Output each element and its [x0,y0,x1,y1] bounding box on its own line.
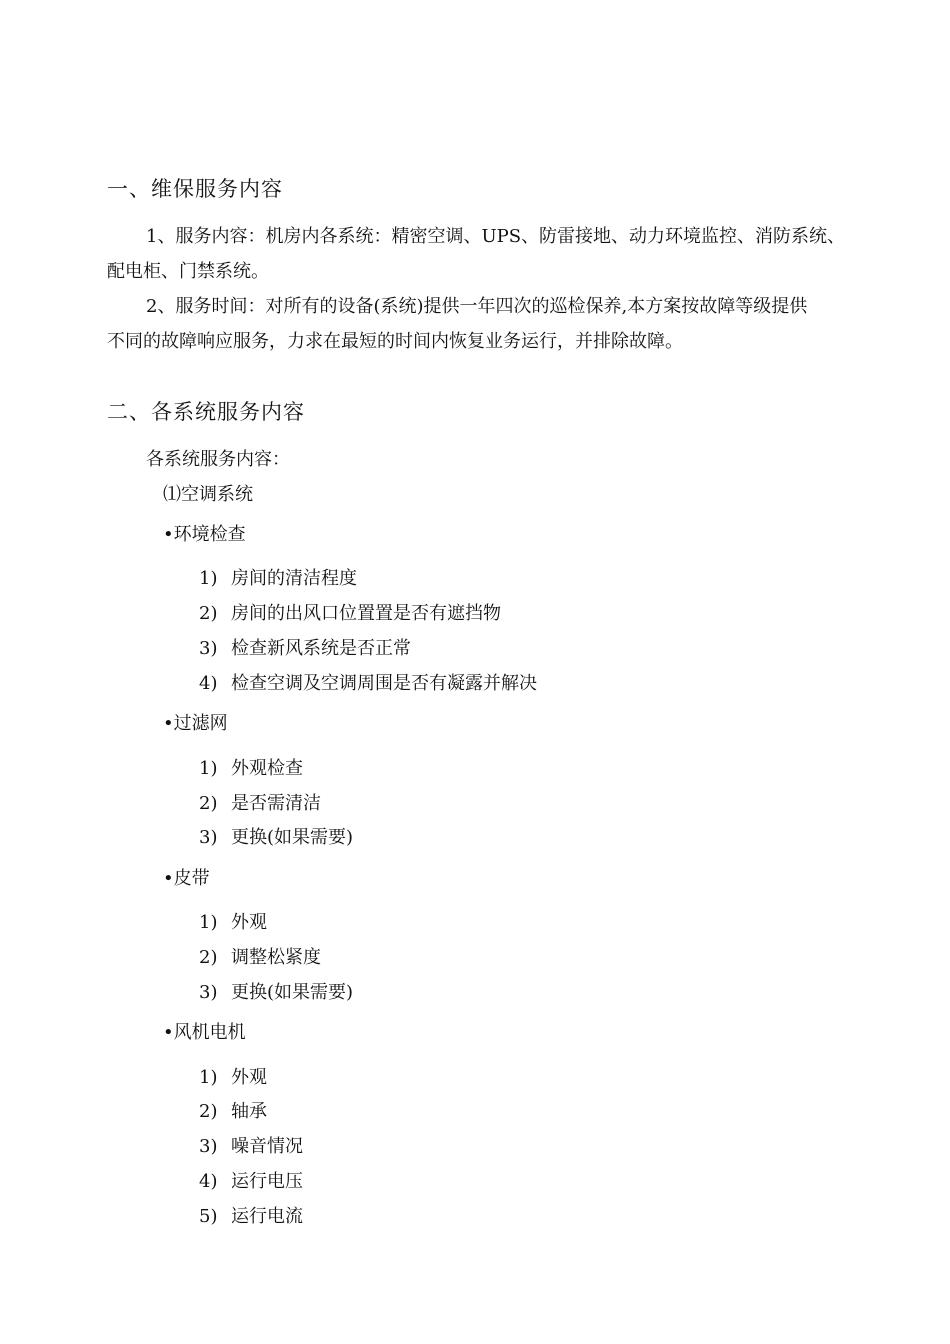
item-number: 3) [199,982,218,1003]
list-item [199,1202,303,1228]
section1-para1-line2: 配电柜、门禁系统。 [107,261,269,282]
item-number: 1) [199,1067,218,1088]
item-text: 更换(如果需要) [231,982,354,1003]
item-text: 轴承 [231,1101,267,1122]
item-text: 房间的出风口位置置是否有遮挡物 [231,603,501,624]
item-text: 检查新风系统是否正常 [231,638,411,659]
item-number: 2) [199,603,218,624]
item-text: 检查空调及空调周围是否有凝露并解决 [231,673,537,694]
item-text: 更换(如果需要) [231,827,354,848]
section1-para1-line1: 1、服务内容：机房内各系统：精密空调、UPS、防雷接地、动力环境监控、消防系统、 [146,226,846,247]
item-text: 外观检查 [231,758,303,779]
list-item [199,1097,267,1123]
item-number: 3) [199,827,218,848]
section2-intro: 各系统服务内容： [146,449,290,470]
section2-heading: 二、各系统服务内容 [107,400,305,424]
list-item [199,823,353,849]
system-title: ⑴空调系统 [163,484,253,505]
item-text: 噪音情况 [231,1136,303,1157]
item-number: 3) [199,638,218,659]
item-number: 2) [199,1101,218,1122]
item-text: 房间的清洁程度 [231,568,357,589]
item-number: 3) [199,1136,218,1157]
group-title: •皮带 [163,868,210,889]
item-number: 1) [199,758,218,779]
group-title: •过滤网 [163,713,228,734]
item-number: 4) [199,673,218,694]
list-item [199,908,267,934]
item-number: 2) [199,947,218,968]
item-text: 是否需清洁 [231,793,321,814]
list-item [199,943,321,969]
list-item [199,669,537,695]
item-number: 1) [199,568,218,589]
section1-heading: 一、维保服务内容 [107,177,283,201]
item-text: 运行电流 [231,1206,303,1227]
item-text: 外观 [231,912,267,933]
list-item [199,1132,303,1158]
list-item [199,1063,267,1089]
list-item [199,564,357,590]
item-number: 1) [199,912,218,933]
item-text: 运行电压 [231,1171,303,1192]
list-item [199,634,411,660]
section1-para2-line2: 不同的故障响应服务，力求在最短的时间内恢复业务运行，并排除故障。 [107,331,683,352]
group-title: •环境检查 [163,524,246,545]
section1-para2-line1: 2、服务时间：对所有的设备(系统)提供一年四次的巡检保养,本方案按故障等级提供 [146,296,808,317]
list-item [199,1167,303,1193]
item-text: 调整松紧度 [231,947,321,968]
item-number: 2) [199,793,218,814]
list-item [199,789,321,815]
list-item [199,754,303,780]
group-title: •风机电机 [163,1022,246,1043]
item-text: 外观 [231,1067,267,1088]
item-number: 4) [199,1171,218,1192]
item-number: 5) [199,1206,218,1227]
list-item [199,599,501,625]
list-item [199,978,353,1004]
